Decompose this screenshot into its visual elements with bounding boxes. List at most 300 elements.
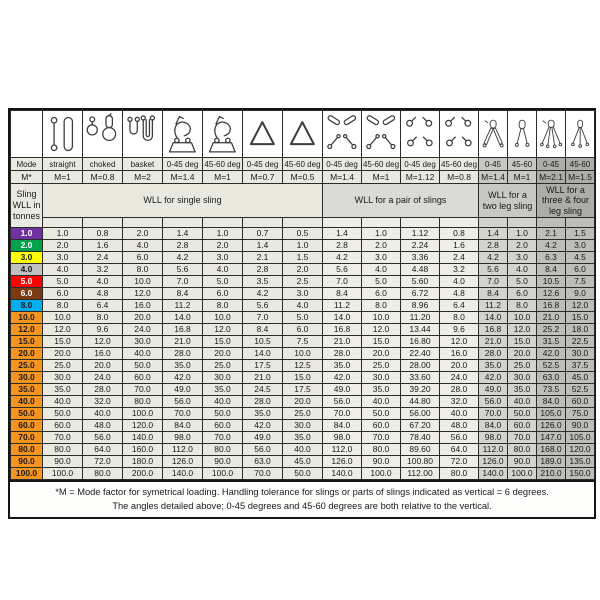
mode-cell: 45-60 deg — [284, 159, 321, 169]
wll-value-cell: 15.0 — [566, 312, 595, 324]
footnote-line-2: The angles detailed above; 0-45 degrees and 45-60 degrees are both relative to the vertical. — [112, 500, 492, 511]
wll-row — [11, 312, 595, 324]
sling-config-cell — [123, 111, 163, 158]
sling-config-cell — [43, 111, 83, 158]
mode-row — [11, 158, 595, 171]
pair-hooks-icon — [440, 112, 478, 156]
wll-value-cell: 6.0 — [508, 288, 537, 300]
wll-value-cell: 160.0 — [123, 444, 163, 456]
wll-value-cell: 22.40 — [401, 348, 440, 360]
spacer-cell — [243, 218, 283, 228]
wll-value-cell: 8.0 — [203, 300, 243, 312]
sling-config-cell — [440, 111, 479, 158]
wll-value-cell: 8.0 — [43, 300, 83, 312]
wll-value-cell: 20.0 — [508, 348, 537, 360]
wll-value-cell: 112.0 — [479, 444, 508, 456]
wll-value-cell: 0.8 — [83, 228, 123, 240]
wll-value-cell: 8.0 — [362, 300, 401, 312]
sling-config-cell — [323, 111, 362, 158]
wll-value-cell: 28.0 — [479, 348, 508, 360]
wll-value-cell: 12.5 — [283, 360, 323, 372]
sling-config-cell — [537, 111, 566, 158]
wll-value-cell: 40.0 — [123, 348, 163, 360]
wll-value-cell: 8.0 — [508, 300, 537, 312]
wll-value-cell: 2.0 — [123, 228, 163, 240]
wll-value-cell: 16.0 — [440, 348, 479, 360]
wll-row — [11, 252, 595, 264]
chart-frame — [8, 108, 596, 519]
wll-value-cell: 140.0 — [163, 468, 203, 480]
section-header-two-leg: WLL for a two leg sling — [479, 184, 537, 218]
sling-wll-row-label: 3.0 — [11, 252, 43, 264]
wll-value-cell: 70.0 — [323, 408, 362, 420]
wll-value-cell: 4.0 — [362, 264, 401, 276]
wll-value-cell: 25.0 — [283, 408, 323, 420]
wll-value-cell: 40.0 — [203, 396, 243, 408]
wll-value-cell: 28.0 — [440, 384, 479, 396]
wll-value-cell: 6.0 — [566, 264, 595, 276]
wll-value-cell: 24.0 — [123, 324, 163, 336]
choke-load-icon — [203, 112, 242, 156]
sling-wll-header-line: WLL in — [12, 199, 41, 210]
wll-value-cell: 10.5 — [537, 276, 566, 288]
wll-value-cell: 8.0 — [123, 264, 163, 276]
sling-wll-row-label: 30.0 — [11, 372, 43, 384]
wll-value-cell: 15.0 — [362, 336, 401, 348]
wll-value-cell: 16.8 — [537, 300, 566, 312]
wll-value-cell: 7.0 — [479, 276, 508, 288]
wll-value-cell: 150.0 — [566, 468, 595, 480]
wll-value-cell: 8.4 — [323, 288, 362, 300]
sling-config-cell — [203, 111, 243, 158]
wll-value-cell: 100.0 — [123, 408, 163, 420]
wll-value-cell: 28.0 — [243, 396, 283, 408]
wll-value-cell: 56.0 — [243, 444, 283, 456]
mode-cell: 0-45 — [537, 158, 566, 171]
wll-value-cell: 3.0 — [283, 288, 323, 300]
wll-row — [11, 348, 595, 360]
wll-value-cell: 14.0 — [243, 348, 283, 360]
wll-value-cell: 16.80 — [401, 336, 440, 348]
sling-wll-row-label: 35.0 — [11, 384, 43, 396]
wll-value-cell: 63.0 — [243, 456, 283, 468]
wll-row — [11, 408, 595, 420]
wll-value-cell: 40.0 — [508, 396, 537, 408]
wll-row — [11, 444, 595, 456]
sling-wll-row-label: 40.0 — [11, 396, 43, 408]
wll-value-cell: 1.4 — [479, 228, 508, 240]
two-leg-wide-icon — [479, 112, 507, 156]
wll-value-cell: 12.0 — [440, 336, 479, 348]
wll-value-cell: 6.0 — [362, 288, 401, 300]
wll-value-cell: 31.5 — [537, 336, 566, 348]
wll-value-cell: 2.0 — [508, 240, 537, 252]
wll-value-cell: 30.0 — [283, 420, 323, 432]
wll-value-cell: 1.0 — [508, 228, 537, 240]
wll-value-cell: 6.3 — [537, 252, 566, 264]
wll-value-cell: 63.0 — [537, 372, 566, 384]
sling-wll-row-label: 50.0 — [11, 408, 43, 420]
wll-value-cell: 49.0 — [323, 384, 362, 396]
wll-value-cell: 12.0 — [566, 300, 595, 312]
wll-value-cell: 8.4 — [479, 288, 508, 300]
wll-value-cell: 90.0 — [566, 420, 595, 432]
sling-wll-header — [11, 184, 43, 228]
wll-value-cell: 12.0 — [123, 288, 163, 300]
wll-value-cell: 21.0 — [537, 312, 566, 324]
wll-value-cell: 64.0 — [83, 444, 123, 456]
sling-wll-row-label: 25.0 — [11, 360, 43, 372]
wll-value-cell: 78.40 — [401, 432, 440, 444]
wll-value-cell: 4.2 — [163, 252, 203, 264]
wll-value-cell: 10.0 — [283, 348, 323, 360]
sling-config-cell — [243, 111, 283, 158]
spacer-cell — [43, 218, 83, 228]
wll-row — [11, 420, 595, 432]
wll-value-cell: 21.0 — [163, 336, 203, 348]
wll-value-cell: 72.0 — [440, 456, 479, 468]
wll-value-cell: 10.0 — [362, 312, 401, 324]
wll-value-cell: 100.0 — [362, 468, 401, 480]
wll-value-cell: 37.5 — [566, 360, 595, 372]
wll-value-cell: 1.5 — [566, 228, 595, 240]
wll-value-cell: 3.2 — [83, 264, 123, 276]
wll-value-cell: 189.0 — [537, 456, 566, 468]
wll-value-cell: 52.5 — [566, 384, 595, 396]
spacer-cell — [123, 218, 163, 228]
footnote-line-1: *M = Mode factor for symetrical loading. Handling tolerance for slings or parts of slings indicated as vertical = 6 degrees. — [55, 487, 549, 498]
mode-factor-cell: M=1.12 — [401, 171, 440, 184]
wll-value-cell: 4.0 — [123, 240, 163, 252]
wll-value-cell: 1.0 — [43, 228, 83, 240]
sling-wll-row-label: 6.0 — [11, 288, 43, 300]
wll-value-cell: 80.0 — [83, 468, 123, 480]
wll-row — [11, 240, 595, 252]
wll-value-cell: 16.0 — [83, 348, 123, 360]
wll-value-cell: 15.0 — [43, 336, 83, 348]
wll-value-cell: 147.0 — [537, 432, 566, 444]
wll-value-cell: 126.0 — [537, 420, 566, 432]
wll-value-cell: 100.0 — [203, 468, 243, 480]
wll-value-cell: 49.0 — [243, 432, 283, 444]
wll-value-cell: 30.0 — [123, 336, 163, 348]
wll-row — [11, 456, 595, 468]
wll-value-cell: 5.6 — [323, 264, 362, 276]
wll-value-cell: 12.0 — [43, 324, 83, 336]
mode-factor-cell: M=1 — [203, 171, 243, 184]
wll-value-cell: 35.0 — [203, 384, 243, 396]
wll-value-cell: 120.0 — [123, 420, 163, 432]
wll-value-cell: 17.5 — [243, 360, 283, 372]
sling-wll-row-label: 5.0 — [11, 276, 43, 288]
wll-value-cell: 9.6 — [440, 324, 479, 336]
mode-factor-cell: M=0.5 — [283, 171, 323, 184]
wll-value-cell: 40.0 — [283, 444, 323, 456]
sling-wll-row-label: 2.0 — [11, 240, 43, 252]
mode-factor-cell: M=0.7 — [243, 171, 283, 184]
sling-wll-row-label: 20.0 — [11, 348, 43, 360]
wll-value-cell: 33.60 — [401, 372, 440, 384]
sling-wll-header-line: Sling — [16, 188, 37, 199]
wll-value-cell: 73.5 — [537, 384, 566, 396]
wll-value-cell: 2.24 — [401, 240, 440, 252]
triangle-sling-icon — [243, 112, 282, 156]
sling-wll-row-label: 12.0 — [11, 324, 43, 336]
wll-value-cell: 70.0 — [163, 408, 203, 420]
sling-wll-header-line: tonnes — [12, 211, 41, 222]
wll-value-cell: 70.0 — [508, 432, 537, 444]
wll-value-cell: 30.0 — [203, 372, 243, 384]
wll-value-cell: 2.0 — [283, 264, 323, 276]
wll-value-cell: 4.0 — [440, 276, 479, 288]
four-leg-icon — [537, 112, 565, 156]
wll-value-cell: 5.6 — [479, 264, 508, 276]
wll-value-cell: 11.2 — [323, 300, 362, 312]
mode-cell: 45-60 deg — [204, 159, 241, 169]
mode-factor-cell: M=1.4 — [479, 171, 508, 184]
wll-value-cell: 14.0 — [323, 312, 362, 324]
wll-value-cell: 60.0 — [508, 420, 537, 432]
wll-value-cell: 39.20 — [401, 384, 440, 396]
wll-value-cell: 89.60 — [401, 444, 440, 456]
mode-factor-cell: M=0.8 — [440, 171, 479, 184]
mode-factor-cell: M=2.1 — [537, 171, 566, 184]
wll-value-cell: 6.72 — [401, 288, 440, 300]
wll-value-cell: 30.0 — [43, 372, 83, 384]
wll-value-cell: 140.0 — [479, 468, 508, 480]
mode-factor-cell: M=1.4 — [163, 171, 203, 184]
choked-sling-icon — [83, 112, 122, 156]
wll-value-cell: 49.0 — [479, 384, 508, 396]
mode-factor-cell: M=1.4 — [323, 171, 362, 184]
spacer-cell — [203, 218, 243, 228]
spacer-cell — [440, 218, 479, 228]
wll-row — [11, 396, 595, 408]
section-header-pair: WLL for a pair of slings — [323, 184, 479, 218]
wll-value-cell: 49.0 — [163, 384, 203, 396]
sling-wll-row-label: 4.0 — [11, 264, 43, 276]
wll-value-cell: 70.0 — [243, 468, 283, 480]
corner-cell — [11, 111, 43, 158]
wll-value-cell: 20.0 — [440, 360, 479, 372]
wll-row — [11, 324, 595, 336]
wll-value-cell: 70.0 — [203, 432, 243, 444]
wll-value-cell: 2.4 — [440, 252, 479, 264]
wll-value-cell: 2.4 — [83, 252, 123, 264]
wll-value-cell: 8.4 — [163, 288, 203, 300]
wll-value-cell: 40.0 — [83, 408, 123, 420]
mode-cell: 45-60 — [566, 158, 595, 171]
wll-value-cell: 20.0 — [123, 312, 163, 324]
wll-value-cell: 5.0 — [203, 276, 243, 288]
wll-value-cell: 16.0 — [123, 300, 163, 312]
wll-value-cell: 4.0 — [283, 300, 323, 312]
sling-config-cell — [283, 111, 323, 158]
spacer-cell — [362, 218, 401, 228]
wll-value-cell: 4.0 — [203, 264, 243, 276]
wll-value-cell: 8.0 — [440, 312, 479, 324]
sling-wll-row-label: 90.0 — [11, 456, 43, 468]
wll-value-cell: 28.00 — [401, 360, 440, 372]
wll-value-cell: 25.0 — [203, 360, 243, 372]
wll-value-cell: 21.0 — [479, 336, 508, 348]
wll-value-cell: 42.0 — [243, 420, 283, 432]
pair-links-icon — [362, 112, 400, 156]
wll-value-cell: 48.0 — [440, 420, 479, 432]
wll-value-cell: 2.8 — [323, 240, 362, 252]
wll-value-cell: 20.0 — [83, 360, 123, 372]
wll-value-cell: 126.0 — [323, 456, 362, 468]
mode-factor-cell: M=1 — [508, 171, 537, 184]
wll-value-cell: 3.0 — [203, 252, 243, 264]
wll-value-cell: 3.2 — [440, 264, 479, 276]
wll-value-cell: 10.0 — [508, 312, 537, 324]
wll-value-cell: 7.5 — [566, 276, 595, 288]
wll-value-cell: 4.2 — [323, 252, 362, 264]
wll-value-cell: 126.0 — [163, 456, 203, 468]
wll-value-cell: 1.6 — [83, 240, 123, 252]
wll-value-cell: 42.0 — [323, 372, 362, 384]
wll-value-cell: 4.8 — [440, 288, 479, 300]
wll-value-cell: 6.0 — [43, 288, 83, 300]
wll-value-cell: 100.0 — [43, 468, 83, 480]
wll-value-cell: 10.0 — [43, 312, 83, 324]
wll-value-cell: 70.0 — [123, 384, 163, 396]
mode-cell: 0-45 deg — [401, 158, 440, 171]
wll-value-cell: 168.0 — [537, 444, 566, 456]
wll-value-cell: 28.0 — [83, 384, 123, 396]
wll-value-cell: 35.0 — [163, 360, 203, 372]
mode-factor-cell: M=2 — [123, 171, 163, 184]
wll-value-cell: 14.0 — [479, 312, 508, 324]
wll-value-cell: 25.0 — [508, 360, 537, 372]
wll-value-cell: 10.0 — [123, 276, 163, 288]
wll-value-cell: 3.0 — [43, 252, 83, 264]
wll-table — [10, 110, 595, 480]
wll-value-cell: 67.20 — [401, 420, 440, 432]
wll-value-cell: 1.4 — [163, 228, 203, 240]
wll-value-cell: 4.2 — [479, 252, 508, 264]
wll-value-cell: 2.5 — [283, 276, 323, 288]
pair-hooks-icon — [401, 112, 439, 156]
wll-value-cell: 1.0 — [203, 228, 243, 240]
wll-value-cell: 32.0 — [83, 396, 123, 408]
wll-value-cell: 126.0 — [479, 456, 508, 468]
wll-value-cell: 15.0 — [283, 372, 323, 384]
wll-value-cell: 135.0 — [566, 456, 595, 468]
wll-value-cell: 2.1 — [243, 252, 283, 264]
wll-value-cell: 60.0 — [123, 372, 163, 384]
wll-value-cell: 56.00 — [401, 408, 440, 420]
wll-value-cell: 45.0 — [566, 372, 595, 384]
wll-value-cell: 4.0 — [508, 264, 537, 276]
wll-value-cell: 140.0 — [123, 432, 163, 444]
straight-sling-icon — [43, 112, 82, 156]
wll-value-cell: 70.0 — [43, 432, 83, 444]
wll-value-cell: 2.8 — [243, 264, 283, 276]
wll-value-cell: 6.0 — [123, 252, 163, 264]
wll-value-cell: 180.0 — [123, 456, 163, 468]
wll-value-cell: 3.36 — [401, 252, 440, 264]
wll-value-cell: 14.0 — [163, 312, 203, 324]
wll-row — [11, 432, 595, 444]
mode-cell: 45-60 deg — [362, 159, 400, 169]
wll-value-cell: 16.8 — [323, 324, 362, 336]
wll-value-cell: 42.0 — [537, 348, 566, 360]
wll-value-cell: 1.12 — [401, 228, 440, 240]
wll-value-cell: 16.8 — [163, 324, 203, 336]
wll-value-cell: 10.0 — [203, 312, 243, 324]
wll-value-cell: 0.8 — [440, 228, 479, 240]
mode-cell: 45-60 — [508, 158, 537, 171]
wll-value-cell: 15.0 — [508, 336, 537, 348]
wll-value-cell: 70.0 — [479, 408, 508, 420]
wll-value-cell: 56.0 — [440, 432, 479, 444]
mode-cell: basket — [123, 158, 163, 171]
spacer-cell — [566, 218, 595, 228]
choke-load-icon — [163, 112, 202, 156]
wll-value-cell: 17.5 — [283, 384, 323, 396]
wll-value-cell: 10.5 — [243, 336, 283, 348]
wll-value-cell: 1.4 — [323, 228, 362, 240]
wll-value-cell: 56.0 — [479, 396, 508, 408]
wll-value-cell: 4.48 — [401, 264, 440, 276]
wll-value-cell: 7.0 — [163, 276, 203, 288]
wll-value-cell: 30.0 — [566, 348, 595, 360]
sling-config-cell — [566, 111, 595, 158]
wll-value-cell: 28.0 — [163, 348, 203, 360]
wll-row — [11, 300, 595, 312]
wll-value-cell: 40.0 — [362, 396, 401, 408]
wll-value-cell: 80.0 — [203, 444, 243, 456]
wll-row — [11, 228, 595, 240]
wll-value-cell: 2.0 — [43, 240, 83, 252]
mode-factor-row — [11, 171, 595, 184]
wll-value-cell: 100.0 — [508, 468, 537, 480]
wll-value-cell: 6.0 — [283, 324, 323, 336]
wll-value-cell: 35.0 — [323, 360, 362, 372]
wll-value-cell: 112.00 — [401, 468, 440, 480]
sling-wll-row-label: 10.0 — [11, 312, 43, 324]
wll-value-cell: 80.0 — [362, 444, 401, 456]
wll-value-cell: 16.8 — [479, 324, 508, 336]
wll-value-cell: 60.0 — [362, 420, 401, 432]
wll-value-cell: 18.0 — [566, 324, 595, 336]
wll-value-cell: 90.0 — [203, 456, 243, 468]
wll-value-cell: 5.0 — [43, 276, 83, 288]
spacer-cell — [83, 218, 123, 228]
wll-value-cell: 12.6 — [537, 288, 566, 300]
wll-value-cell: 112.0 — [323, 444, 362, 456]
sling-wll-row-label: 15.0 — [11, 336, 43, 348]
wll-value-cell: 120.0 — [566, 444, 595, 456]
wll-value-cell: 70.0 — [362, 432, 401, 444]
wll-value-cell: 5.0 — [283, 312, 323, 324]
wll-value-cell: 98.0 — [163, 432, 203, 444]
wll-value-cell: 75.0 — [566, 408, 595, 420]
wll-value-cell: 56.0 — [163, 396, 203, 408]
wll-value-cell: 2.1 — [537, 228, 566, 240]
wll-value-cell: 80.0 — [43, 444, 83, 456]
wll-row — [11, 360, 595, 372]
wll-value-cell: 24.0 — [83, 372, 123, 384]
wll-value-cell: 35.0 — [43, 384, 83, 396]
wll-value-cell: 60.0 — [203, 420, 243, 432]
section-header-single: WLL for single sling — [43, 184, 323, 218]
mode-cell: 45-60 deg — [440, 159, 478, 169]
wll-value-cell: 9.6 — [83, 324, 123, 336]
wll-value-cell: 2.0 — [362, 240, 401, 252]
